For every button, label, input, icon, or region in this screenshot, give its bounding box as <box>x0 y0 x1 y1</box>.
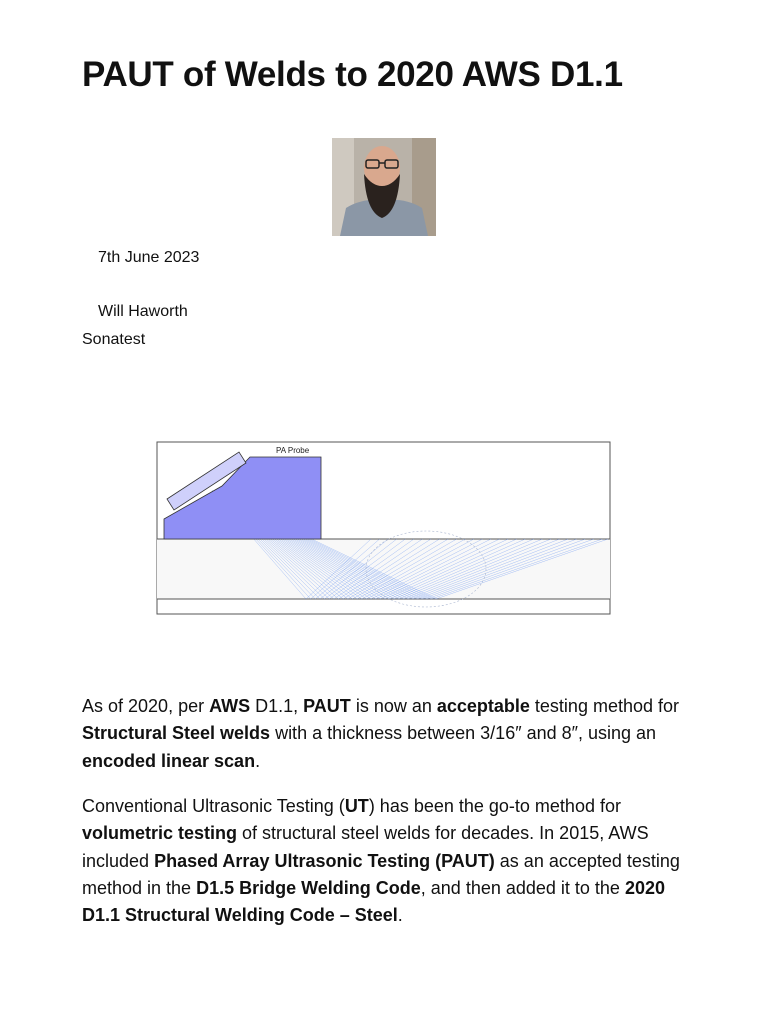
publish-date: 7th June 2023 <box>98 249 200 266</box>
page-title: PAUT of Welds to 2020 AWS D1.1 <box>82 55 623 94</box>
history-paragraph: Conventional Ultrasonic Testing (UT) has been the go-to method for volumetric testing of structural steel welds for decades. In 2015, AWS included Phased Array Ultrasonic Testing (PAUT) as an accepted testing method in the D1.5 Bridge Welding Code, and then added it to the 2020 D1.1 Structural Welding Code – Steel. <box>82 796 680 926</box>
author-photo <box>332 138 436 236</box>
author-company: Sonatest <box>82 331 146 348</box>
probe-label: PA Probe <box>276 446 310 455</box>
author-name: Will Haworth <box>98 303 188 320</box>
paut-diagram <box>156 441 612 617</box>
author-avatar <box>332 138 436 236</box>
intro-paragraph: As of 2020, per AWS D1.1, PAUT is now an acceptable testing method for Structural Steel welds with a thickness between 3/16″ and 8″, using an encoded linear scan. <box>82 696 680 771</box>
